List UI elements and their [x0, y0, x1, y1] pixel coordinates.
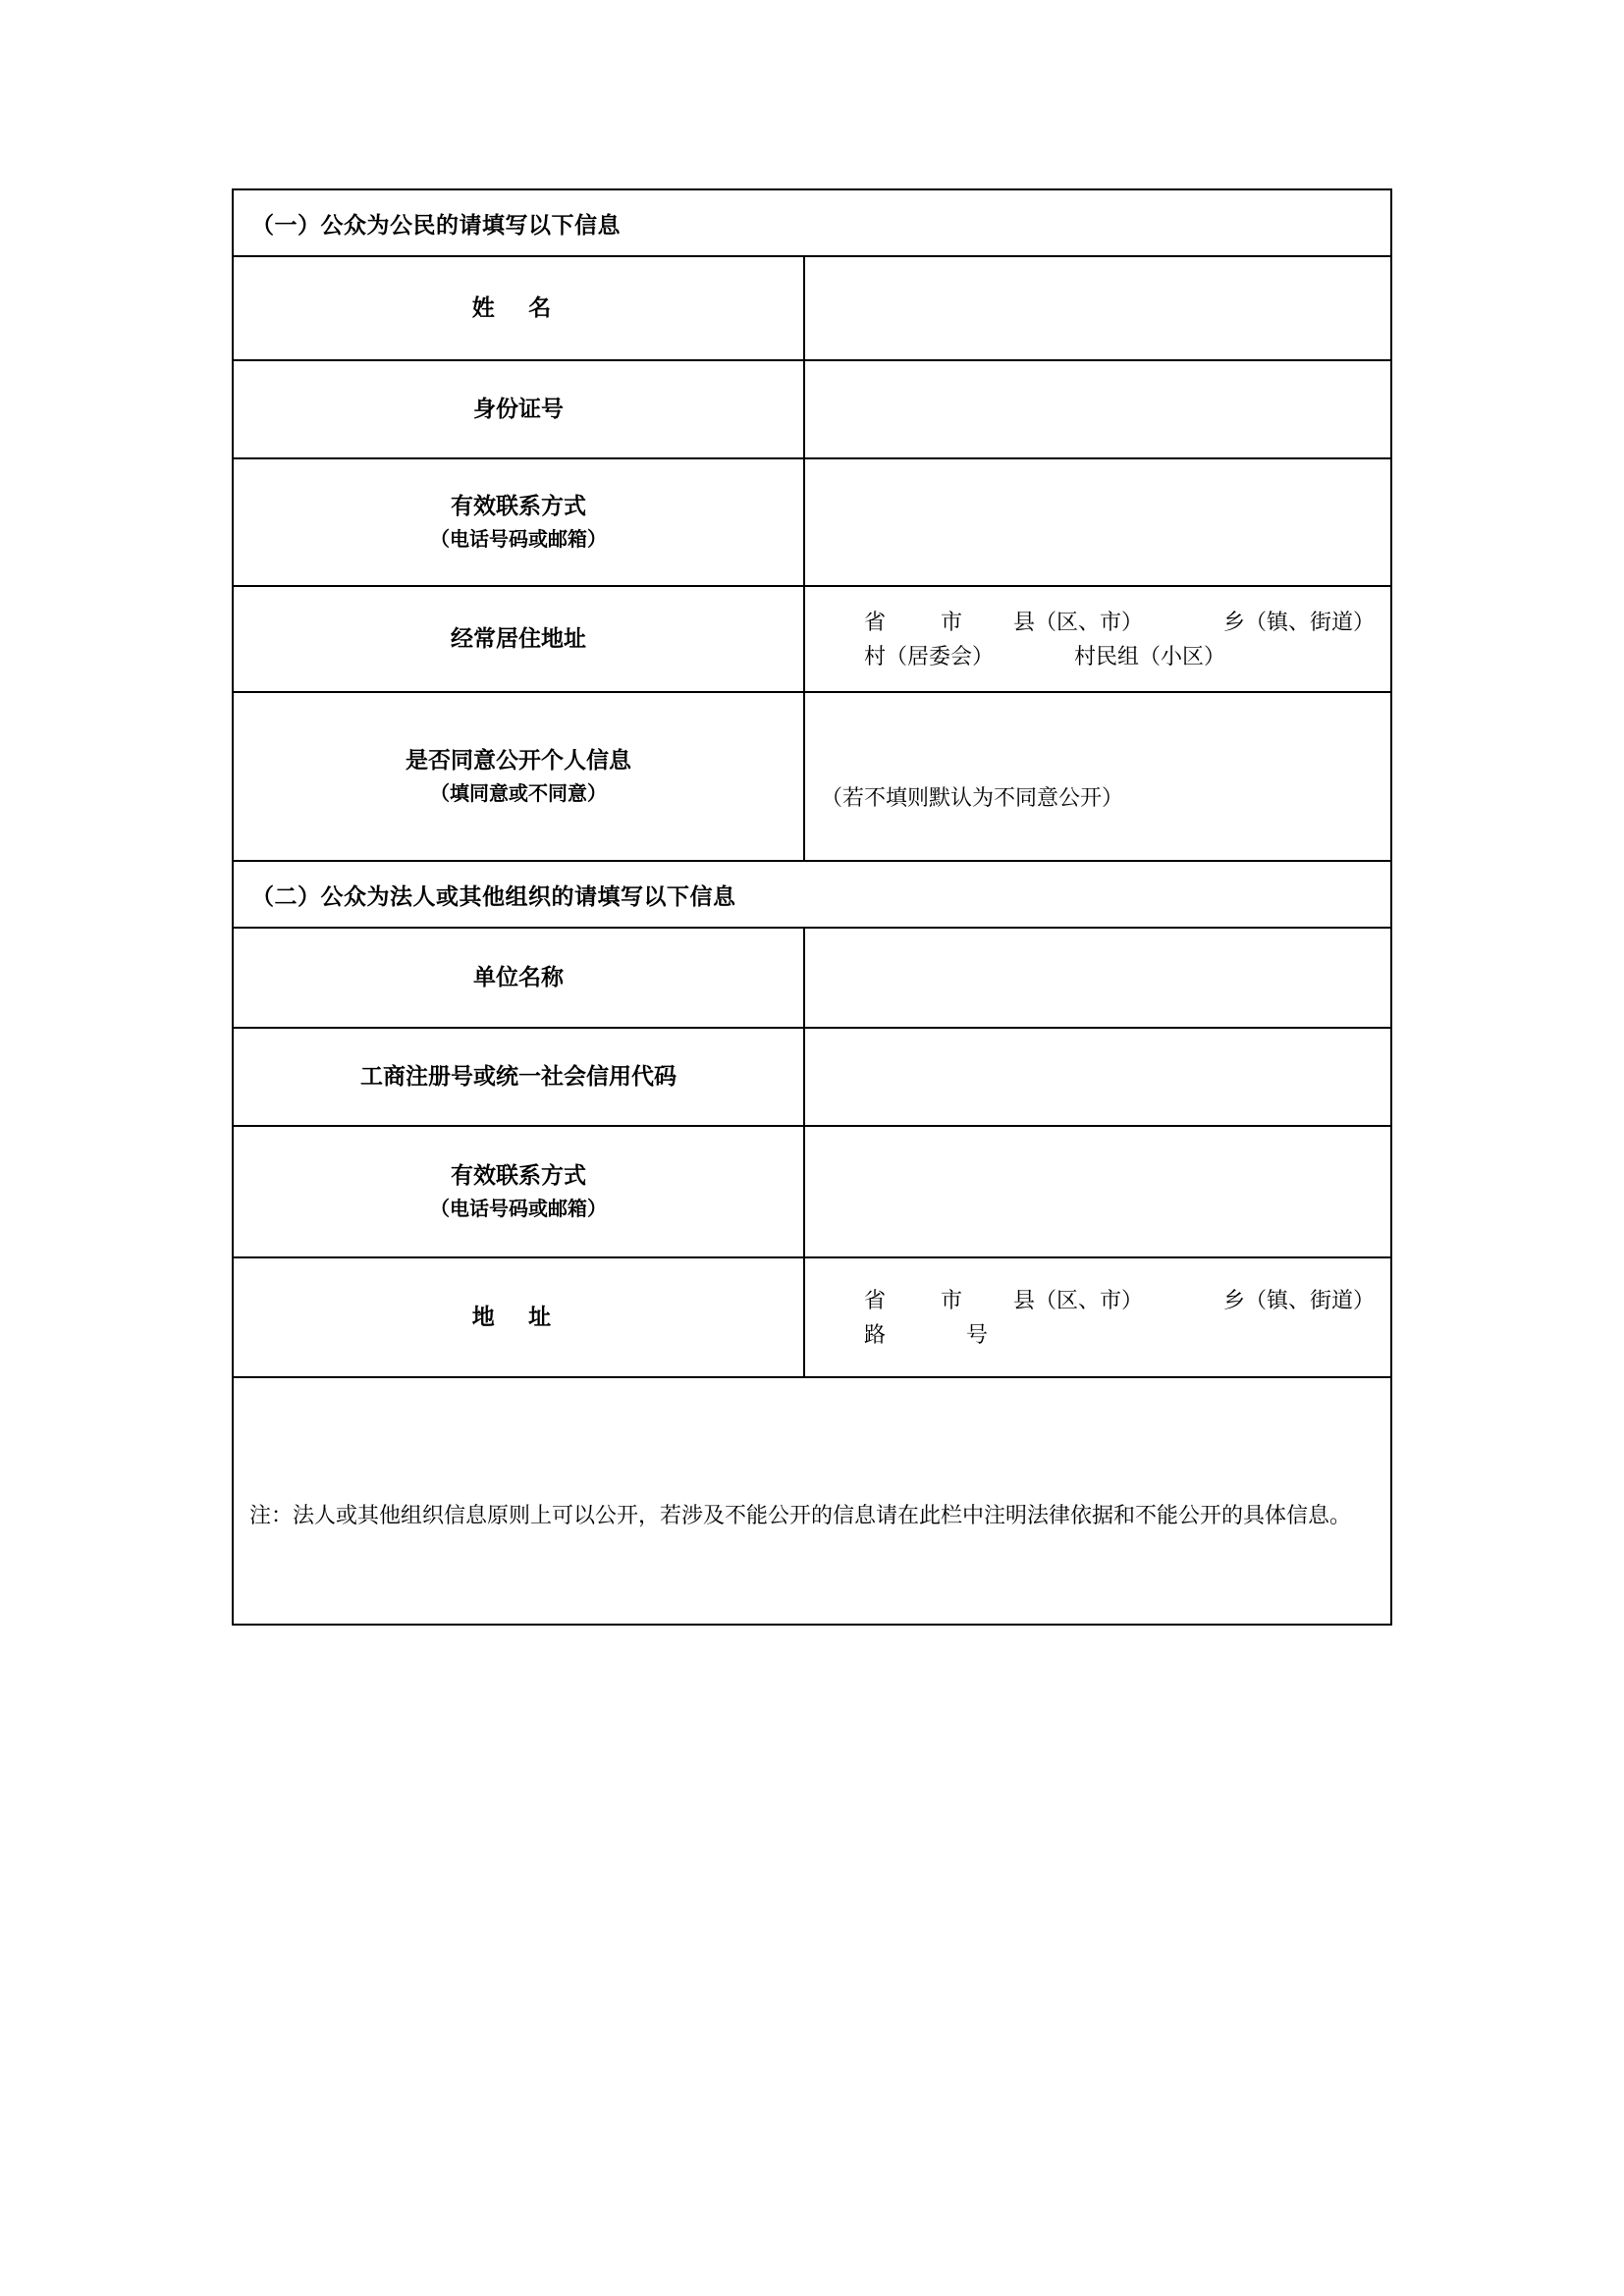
label-residence-text: 经常居住地址: [451, 625, 586, 652]
note-cell[interactable]: [233, 1377, 1391, 1625]
note-text: 注：法人或其他组织信息原则上可以公开，若涉及不能公开的信息请在此栏中注明法律依据和不能公开的具体信息。: [249, 1503, 1352, 1527]
label-consent-text: 是否同意公开个人信息: [406, 746, 631, 773]
label-contact-text: 有效联系方式: [451, 492, 586, 518]
unit-address-line-1: [821, 1283, 1375, 1317]
label-unit-contact: [233, 1126, 804, 1257]
token-township: 乡（镇、街道）: [1223, 609, 1376, 634]
section-citizen-heading-row: [233, 189, 1391, 256]
public-information-form: [232, 188, 1392, 1626]
label-unit-name: [233, 928, 804, 1028]
table-row-residence: [233, 586, 1391, 692]
label-reg-code: [233, 1028, 804, 1126]
label-consent-sub: （填同意或不同意）: [430, 783, 607, 806]
label-unit-contact-sub: （电话号码或邮箱）: [430, 1199, 607, 1221]
label-unit-name-text: 单位名称: [473, 964, 564, 990]
table-row-name: [233, 256, 1391, 360]
token-county: 县（区、市）: [1013, 609, 1144, 634]
label-id-number: [233, 360, 804, 458]
table-row-unit-address: [233, 1257, 1391, 1377]
label-contact-sub: （电话号码或邮箱）: [430, 529, 607, 552]
token-number: 号: [966, 1322, 989, 1347]
label-name-text: 姓 名: [471, 294, 566, 321]
field-consent[interactable]: [804, 692, 1391, 861]
label-unit-address: [233, 1257, 804, 1377]
field-residence[interactable]: [804, 586, 1391, 692]
table-row-unit-name: [233, 928, 1391, 1028]
unit-address-line-2: [821, 1317, 1375, 1352]
consent-default-hint: （若不填则默认为不同意公开）: [821, 785, 1124, 811]
field-unit-contact[interactable]: [804, 1126, 1391, 1257]
token-township-2: 乡（镇、街道）: [1223, 1287, 1376, 1312]
label-name: [233, 256, 804, 360]
residence-address-line-1: [821, 605, 1375, 639]
token-province-2: 省: [864, 1287, 887, 1312]
label-contact: [233, 458, 804, 586]
residence-address-line-2: [821, 639, 1375, 673]
field-unit-name[interactable]: [804, 928, 1391, 1028]
field-name[interactable]: [804, 256, 1391, 360]
label-residence: [233, 586, 804, 692]
table-row-id-number: [233, 360, 1391, 458]
section-legal-person-heading-row: [233, 861, 1391, 928]
label-unit-contact-text: 有效联系方式: [451, 1161, 586, 1188]
table-row-reg-code: [233, 1028, 1391, 1126]
table-row-unit-contact: [233, 1126, 1391, 1257]
table-row-contact: [233, 458, 1391, 586]
token-villager-group: 村民组（小区）: [1074, 644, 1226, 668]
section-legal-person-heading: （二）公众为法人或其他组织的请填写以下信息: [233, 861, 1391, 928]
label-unit-address-text: 地 址: [471, 1304, 566, 1330]
token-road: 路: [864, 1322, 887, 1347]
token-village: 村（居委会）: [864, 644, 995, 668]
label-reg-code-text: 工商注册号或统一社会信用代码: [360, 1063, 677, 1090]
table-row-consent: [233, 692, 1391, 861]
field-contact[interactable]: [804, 458, 1391, 586]
field-id-number[interactable]: [804, 360, 1391, 458]
label-consent: [233, 692, 804, 861]
token-county-2: 县（区、市）: [1013, 1287, 1144, 1312]
section-citizen-heading: （一）公众为公民的请填写以下信息: [233, 189, 1391, 256]
field-reg-code[interactable]: [804, 1028, 1391, 1126]
token-city-2: 市: [941, 1287, 963, 1312]
token-province: 省: [864, 609, 887, 634]
token-city: 市: [941, 609, 963, 634]
table-row-note: [233, 1377, 1391, 1625]
field-unit-address[interactable]: [804, 1257, 1391, 1377]
label-id-number-text: 身份证号: [473, 396, 564, 422]
